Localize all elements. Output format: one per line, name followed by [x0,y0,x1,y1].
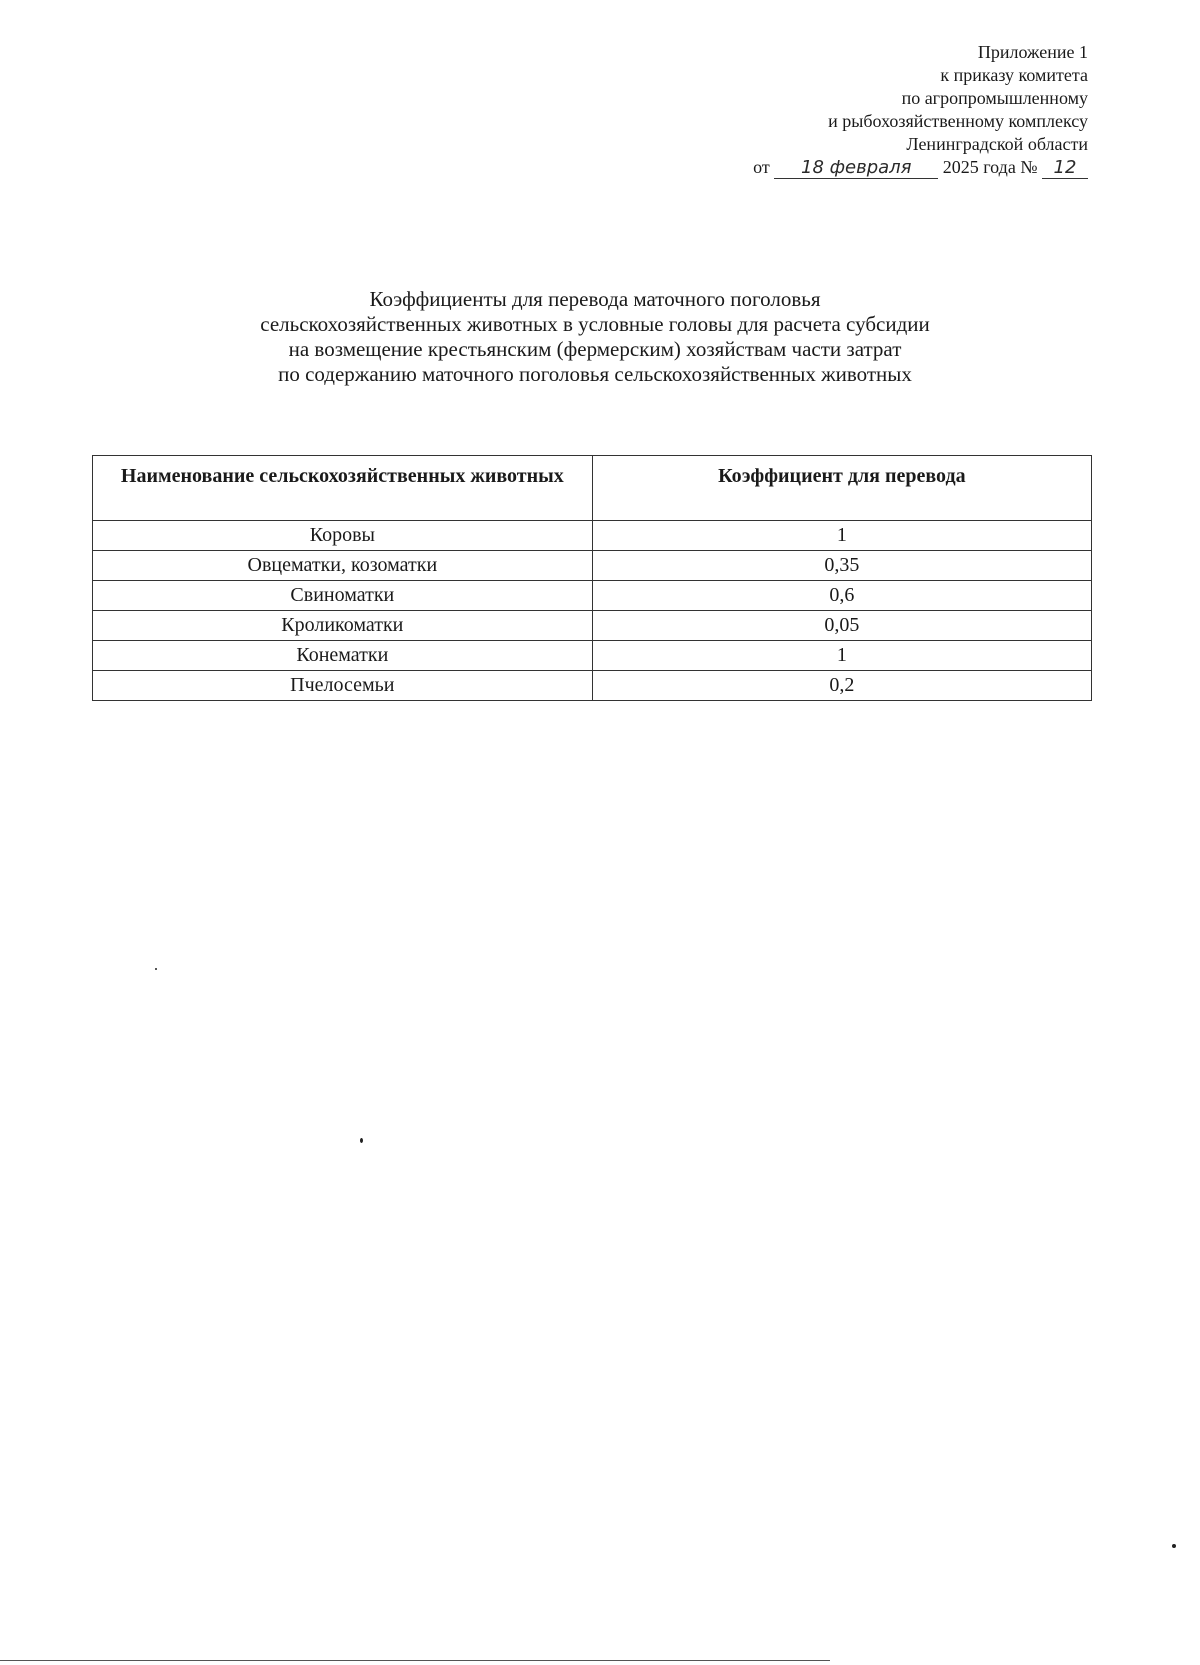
table-row [93,581,1092,611]
animal-name-cell: Конематки [93,641,593,671]
title-line-2: сельскохозяйственных животных в условные головы для расчета субсидии [260,312,930,336]
animal-name-cell: Пчелосемьи [93,671,593,701]
coefficient-cell: 0,35 [592,551,1091,581]
coefficient-cell: 0,05 [592,611,1091,641]
coefficient-cell: 1 [592,521,1091,551]
title-line-3: на возмещение крестьянским (фермерским) хозяйствам части затрат [288,337,902,361]
coefficient-cell: 0,2 [592,671,1091,701]
scan-speck [155,968,157,970]
coefficients-table [92,455,1092,701]
column-header-coefficient: Коэффициент для перевода [592,456,1091,521]
animal-name-cell: Кроликоматки [93,611,593,641]
region-line: Ленинградской области [906,134,1088,154]
title-line-1: Коэффициенты для перевода маточного поголовья [369,287,821,311]
order-reference: к приказу комитета [940,65,1088,85]
animal-name-cell: Свиноматки [93,581,593,611]
appendix-label: Приложение 1 [977,42,1088,62]
handwritten-order-number: 12 [1042,158,1088,179]
table-row [93,611,1092,641]
appendix-header [753,41,1088,179]
coefficient-cell: 0,6 [592,581,1091,611]
document-title [90,287,1100,387]
animal-name-cell: Овцематки, козоматки [93,551,593,581]
table-row [93,551,1092,581]
year-text: 2025 года № [942,157,1038,177]
committee-line-2: и рыбохозяйственному комплексу [828,111,1088,131]
coefficient-cell: 1 [592,641,1091,671]
table-row [93,671,1092,701]
table-row [93,641,1092,671]
scan-edge-line [0,1660,830,1661]
date-prefix: от [753,157,770,177]
title-line-4: по содержанию маточного поголовья сельскохозяйственных животных [278,362,912,386]
column-header-name: Наименование сельскохозяйственных животных [93,456,593,521]
animal-name-cell: Коровы [93,521,593,551]
scan-speck [1172,1544,1176,1548]
handwritten-date: 18 февраля [774,158,938,179]
committee-line-1: по агропромышленному [901,88,1088,108]
table-header-row [93,456,1092,521]
order-date-line [753,156,1088,179]
scan-speck [360,1138,363,1143]
table-row [93,521,1092,551]
